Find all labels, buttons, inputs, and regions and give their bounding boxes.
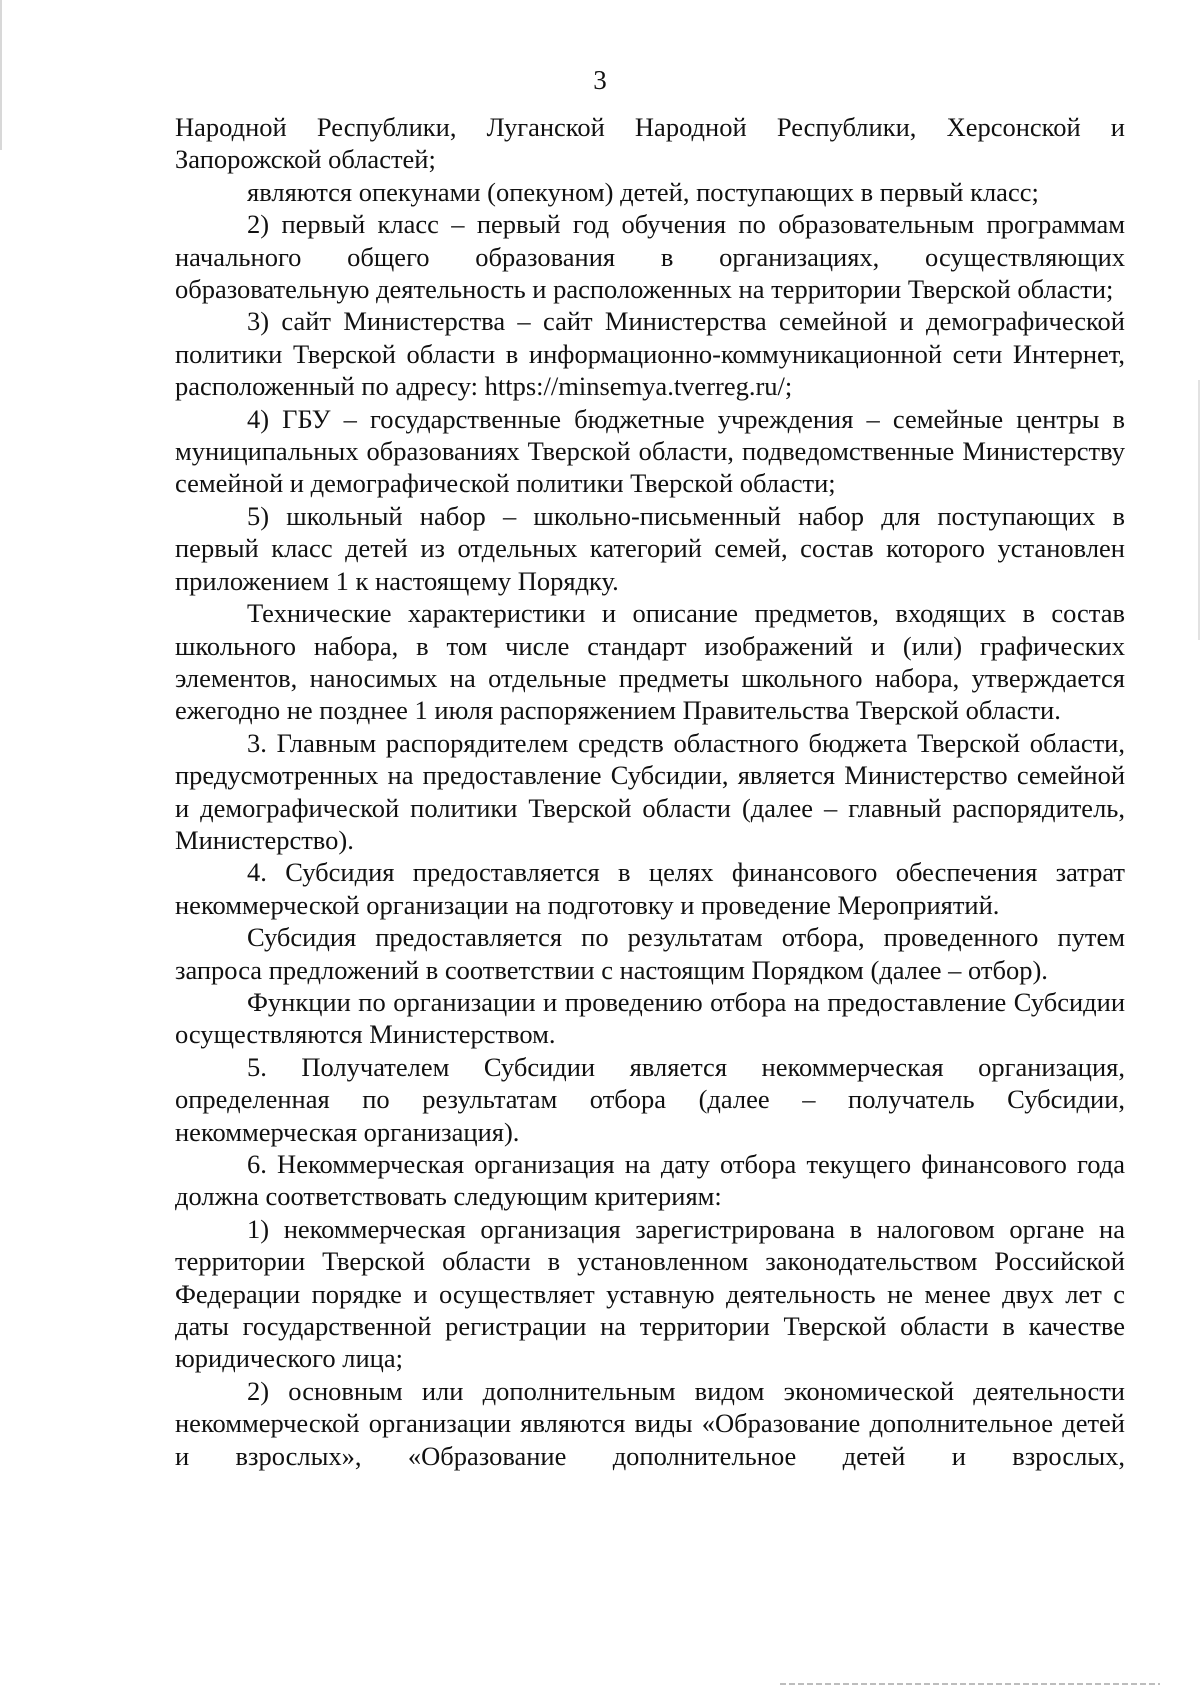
scan-bottom-artifact [780, 1683, 1160, 1685]
clause-3-main-administrator: 3. Главным распорядителем средств областного бюджета Тверской области, предусмотренных на предоставление Субсидии, является Министерство семейной и демографической политики Тверской области (далее – главный распорядитель, Министерство). [175, 727, 1125, 855]
paragraph-guardians: являются опекунами (опекуном) детей, поступающих в первый класс; [247, 176, 1039, 207]
definition-school-kit: 5) школьный набор – школьно-письменный набор для поступающих в первый класс детей из отдельных категорий семей, состав которого установлен приложением 1 к настоящему Порядку. [175, 500, 1125, 596]
definition-first-grade: 2) первый класс – первый год обучения по образовательным программам начального общего образования в организациях, осуществляющих образовательную деятельность и расположенных на территории Тверской области; [175, 209, 1125, 305]
paragraph-technical-specs: Технические характеристики и описание предметов, входящих в состав школьного набора, в том числе стандарт изображений и (или) графических элементов, наносимых на отдельные предметы школьного набора, утверждается ежегодно не позднее 1 июля распоряжением Правительства Тверской области. [175, 598, 1125, 726]
clause-6-criteria: 6. Некоммерческая организация на дату отбора текущего финансового года должна соответствовать следующим критериям: [175, 1149, 1125, 1212]
definition-ministry-site: 3) сайт Министерства – сайт Министерства семейной и демографической политики Тверской области в информационно-коммуникационной сети Интернет, расположенный по адресу: https://minsemya.tverreg.ru/; [175, 306, 1125, 402]
document-body [175, 111, 1125, 1472]
paragraph-selection-functions: Функции по организации и проведению отбора на предоставление Субсидии осуществляются Министерством. [175, 986, 1125, 1050]
criterion-1-registration: 1) некоммерческая организация зарегистрирована в налоговом органе на территории Тверской области в установленном законодательством Российской Федерации порядке и осуществляет уставную деятельность не менее двух лет с даты государственной регистрации на территории Тверской области в качестве юридического лица; [175, 1213, 1125, 1374]
paragraph-subsidy-selection: Субсидия предоставляется по результатам отбора, проведенного путем запроса предложений в соответствии с настоящим Порядком (далее – отбор). [175, 922, 1125, 985]
criterion-2-activity: 2) основным или дополнительным видом экономической деятельности некоммерческой организации являются виды «Образование дополнительное детей и взрослых», «Образование дополнительное детей и взрослых, [175, 1375, 1125, 1471]
page-number: 3 [593, 65, 607, 95]
clause-4-subsidy-purpose: 4. Субсидия предоставляется в целях финансового обеспечения затрат некоммерческой организации на подготовку и проведение Мероприятий. [175, 857, 1125, 920]
definition-gbu: 4) ГБУ – государственные бюджетные учреждения – семейные центры в муниципальных образованиях Тверской области, подведомственные Министерству семейной и демографической политики Тверской области; [175, 403, 1125, 499]
clause-5-recipient: 5. Получателем Субсидии является некоммерческая организация, определенная по результатам отбора (далее – получатель Субсидии, некоммерческая организация). [175, 1051, 1125, 1147]
paragraph-continuation: Народной Республики, Луганской Народной Республики, Херсонской и Запорожской областей; [175, 112, 1125, 175]
